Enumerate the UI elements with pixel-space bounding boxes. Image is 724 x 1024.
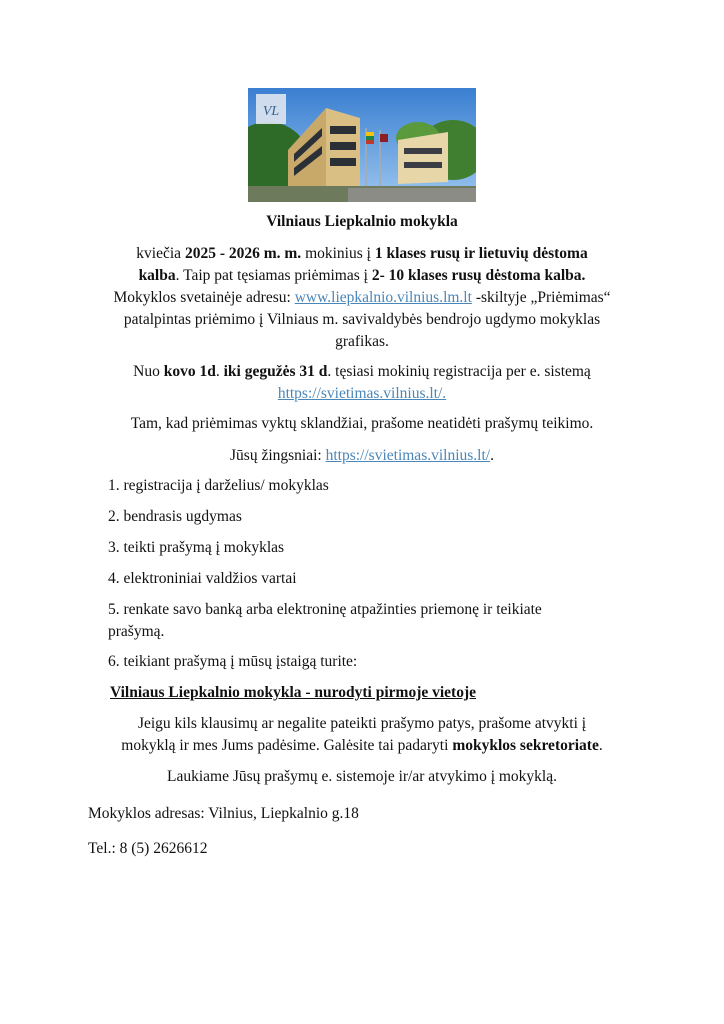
- step-3: 3. teikti prašymą į mokyklas: [108, 539, 285, 556]
- steps-intro: Jūsų žingsniai: https://svietimas.vilnius.lt/.: [230, 447, 494, 464]
- intro-line-4: patalpintas priėmimo į Vilniaus m. savivaldybės bendrojo ugdymo mokyklas: [123, 311, 601, 328]
- step-6: 6. teikiant prašymą į mūsų įstaigą turite:: [108, 653, 358, 670]
- step-2: 2. bendrasis ugdymas: [108, 508, 242, 525]
- help-line-2: mokyklą ir mes Jums padėsime. Galėsite tai padaryti mokyklos sekretoriate.: [121, 737, 603, 754]
- svg-text:VL: VL: [262, 104, 280, 119]
- registration-link-line: [60, 384, 664, 404]
- important-note: Vilniaus Liepkalnio mokykla - nurodyti pirmoje vietoje: [110, 684, 477, 701]
- school-phone: Tel.: 8 (5) 2626612: [88, 840, 208, 857]
- intro-line-3: Mokyklos svetainėje adresu: www.liepkalnio.vilnius.lm.lt -skiltyje „Priėmimas“: [113, 289, 611, 306]
- intro-line-2: kalba. Taip pat tęsiamas priėmimas į 2- 10 klases rusų dėstoma kalba.: [138, 267, 586, 284]
- intro-line-1: kviečia 2025 - 2026 m. m. mokinius į 1 klases rusų ir lietuvių dėstoma: [136, 245, 588, 262]
- school-title: Vilniaus Liepkalnio mokykla: [266, 213, 458, 230]
- school-website-link[interactable]: www.liepkalnio.vilnius.lm.lt: [294, 289, 472, 306]
- step-5: 5. renkate savo banką arba elektroninę atpažinties priemonę ir teikiate: [108, 601, 542, 618]
- school-logo-icon: [256, 94, 286, 124]
- school-address: Mokyklos adresas: Vilnius, Liepkalnio g.18: [88, 805, 359, 822]
- steps-svietimas-link[interactable]: https://svietimas.vilnius.lt/: [325, 447, 491, 464]
- closing-text: Laukiame Jūsų prašymų e. sistemoje ir/ar atvykimo į mokyklą.: [166, 768, 557, 785]
- svietimas-link[interactable]: https://svietimas.vilnius.lt/.: [277, 385, 447, 402]
- school-building-photo: [248, 88, 476, 202]
- help-line-1: Jeigu kils klausimų ar negalite pateikti prašymo patys, prašome atvykti į: [137, 715, 587, 732]
- intro-line-5: grafikas.: [335, 333, 389, 350]
- registration-line: Nuo kovo 1d. iki gegužės 31 d. tęsiasi mokinių registracija per e. sistemą: [133, 363, 591, 380]
- step-5-continued: prašymą.: [108, 623, 165, 640]
- notice-text: Tam, kad priėmimas vyktų sklandžiai, prašome neatidėti prašymų teikimo.: [130, 415, 594, 432]
- step-1: 1. registracija į darželius/ mokyklas: [108, 477, 329, 494]
- step-4: 4. elektroniniai valdžios vartai: [108, 570, 297, 587]
